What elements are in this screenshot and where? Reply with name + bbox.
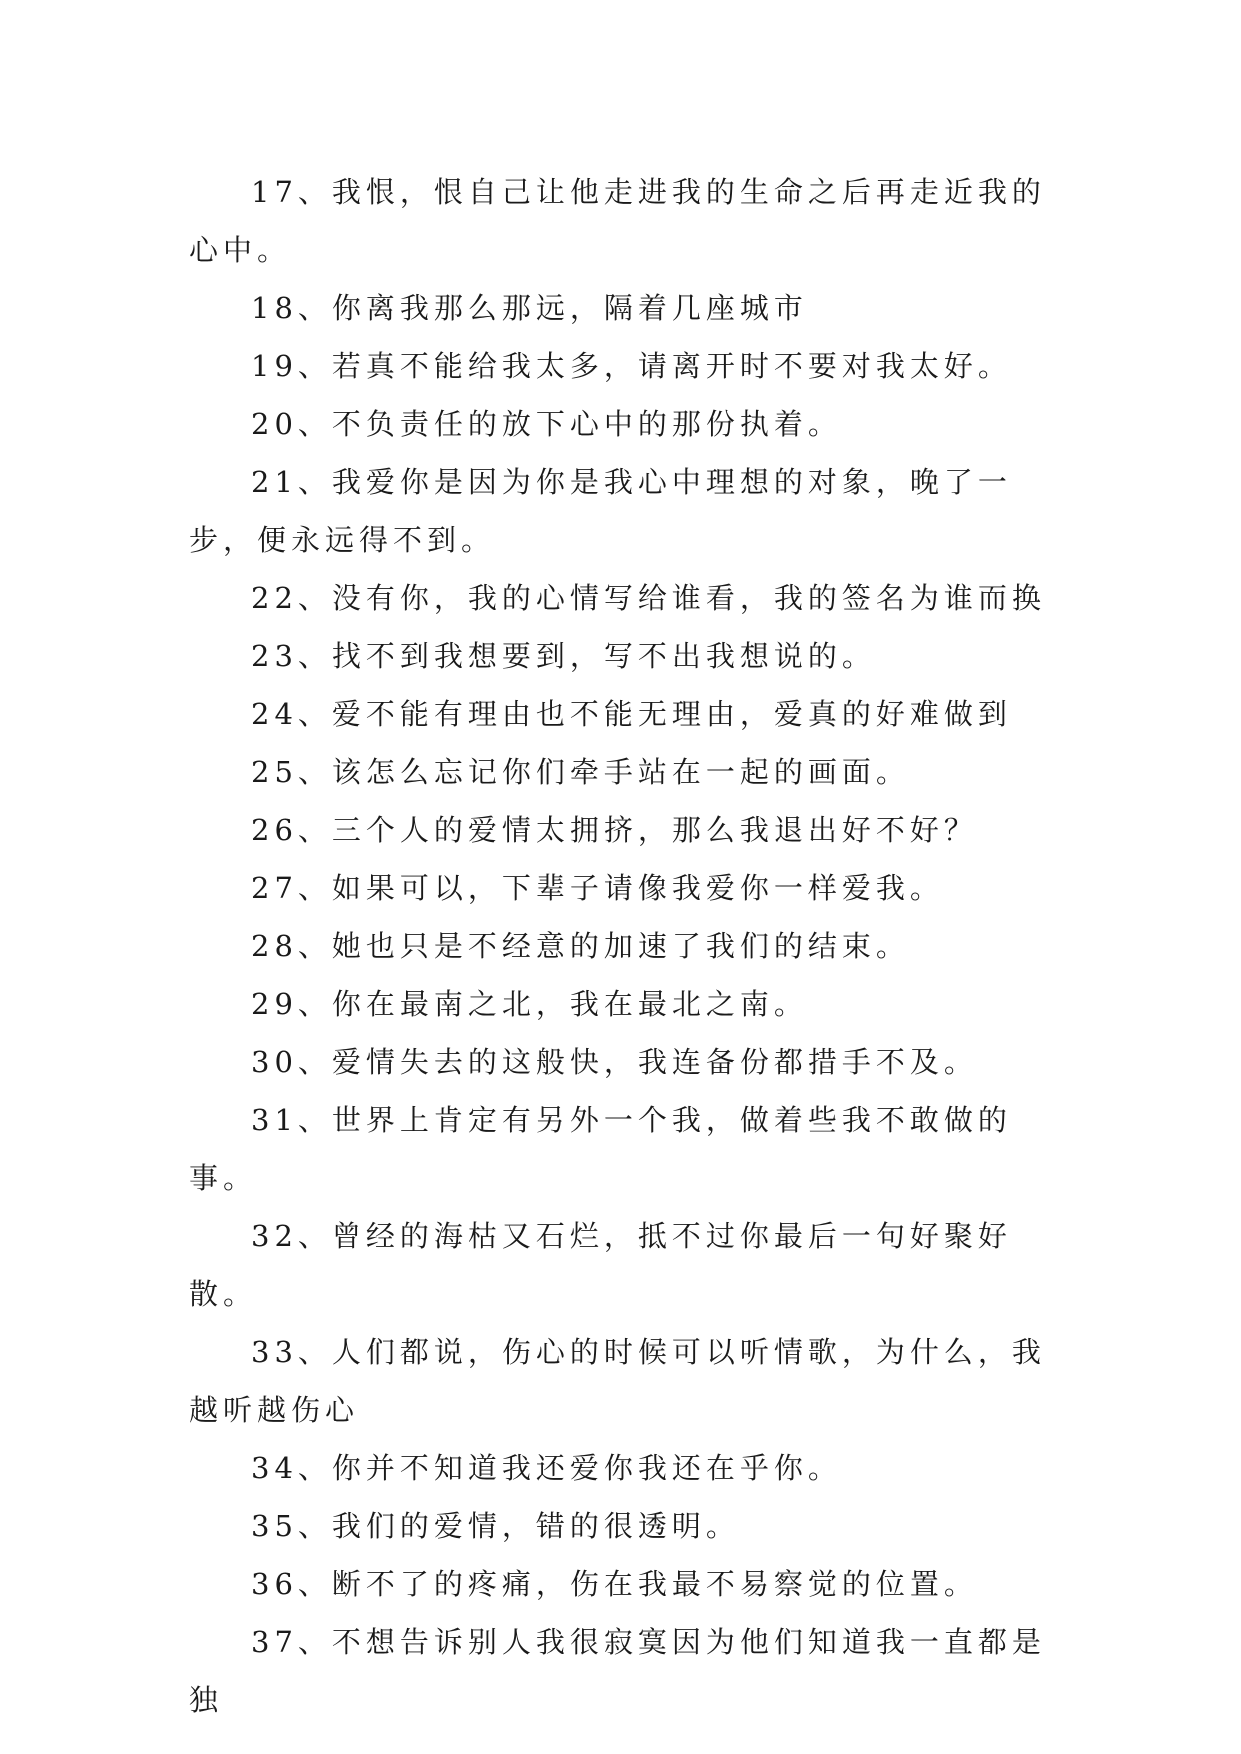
paragraph-21: 21、我爱你是因为你是我心中理想的对象，晚了一步，便永远得不到。 <box>189 465 1012 557</box>
paragraph-25: 25、该怎么忘记你们牵手站在一起的画面。 <box>251 755 910 789</box>
paragraph-27: 27、如果可以，下辈子请像我爱你一样爱我。 <box>251 871 944 905</box>
paragraph-17: 17、我恨，恨自己让他走进我的生命之后再走近我的心中。 <box>189 175 1046 267</box>
paragraph-28: 28、她也只是不经意的加速了我们的结束。 <box>251 929 910 963</box>
paragraph-36: 36、断不了的疼痛，伤在我最不易察觉的位置。 <box>251 1567 978 1601</box>
paragraph-31: 31、世界上肯定有另外一个我，做着些我不敢做的事。 <box>189 1103 1012 1195</box>
paragraph-23: 23、找不到我想要到，写不出我想说的。 <box>251 639 876 673</box>
paragraph-20: 20、不负责任的放下心中的那份执着。 <box>251 407 842 441</box>
paragraph-18: 18、你离我那么那远，隔着几座城市 <box>251 291 808 325</box>
paragraph-24: 24、爱不能有理由也不能无理由，爱真的好难做到 <box>251 697 1012 731</box>
paragraph-34: 34、你并不知道我还爱你我还在乎你。 <box>251 1451 842 1485</box>
paragraph-33: 33、人们都说，伤心的时候可以听情歌，为什么，我越听越伤心 <box>189 1335 1046 1427</box>
paragraph-29: 29、你在最南之北，我在最北之南。 <box>251 987 808 1021</box>
paragraph-30: 30、爱情失去的这般快，我连备份都措手不及。 <box>251 1045 978 1079</box>
paragraph-19: 19、若真不能给我太多，请离开时不要对我太好。 <box>251 349 1012 383</box>
paragraph-35: 35、我们的爱情，错的很透明。 <box>251 1509 740 1543</box>
document-body <box>189 163 1069 1729</box>
paragraph-22: 22、没有你，我的心情写给谁看，我的签名为谁而换 <box>251 581 1046 615</box>
paragraph-32: 32、曾经的海枯又石烂，抵不过你最后一句好聚好散。 <box>189 1219 1012 1311</box>
paragraph-37: 37、不想告诉别人我很寂寞因为他们知道我一直都是独 <box>189 1625 1046 1717</box>
paragraph-26: 26、三个人的爱情太拥挤，那么我退出好不好？ <box>251 813 978 847</box>
